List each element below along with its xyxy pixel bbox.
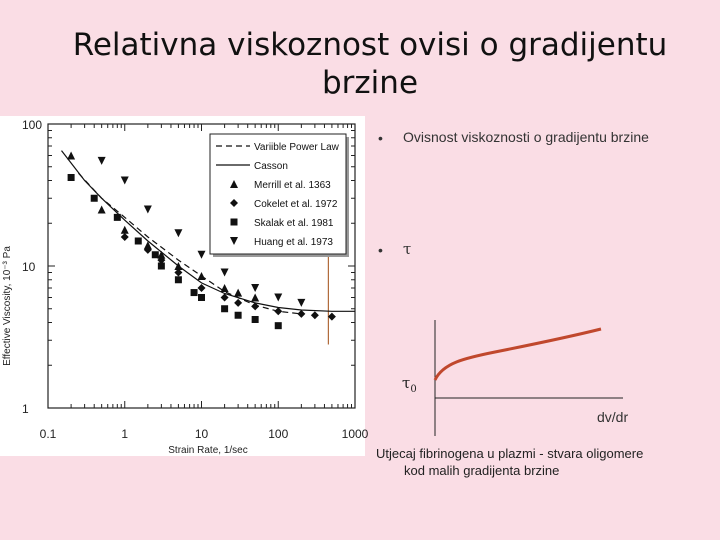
data-point-square [114, 214, 121, 221]
x-tick-label: 0.1 [39, 427, 57, 441]
data-point-triangle-up [98, 205, 106, 213]
data-point-triangle-down [121, 177, 129, 185]
data-point-triangle-up [67, 152, 75, 160]
tau0-label [402, 374, 417, 395]
data-point-diamond [234, 299, 242, 307]
legend-label: Variible Power Law [254, 142, 339, 153]
data-point-square [191, 289, 198, 296]
fibrinogen-note [376, 445, 696, 479]
data-point-triangle-up [121, 226, 129, 234]
note-line-2: kod malih gradijenta brzine [404, 463, 560, 478]
data-point-diamond [297, 310, 305, 318]
data-point-diamond [311, 311, 319, 319]
data-point-triangle-down [98, 157, 106, 165]
data-point-diamond [121, 233, 129, 241]
data-point-triangle-down [221, 268, 229, 276]
data-point-triangle-down [198, 251, 206, 259]
y-tick-label: 100 [22, 118, 43, 132]
legend-label: Casson [254, 161, 288, 172]
data-point-triangle-up [198, 272, 206, 280]
legend-label: Huang et al. 1973 [254, 237, 333, 248]
bullet-marker: • [378, 130, 383, 146]
viscosity-chart-panel [0, 116, 369, 456]
flow-curve [435, 329, 601, 380]
bullet-text: Ovisnost viskoznosti o gradijentu brzine [403, 129, 649, 145]
x-tick-label: 1000 [341, 427, 369, 441]
data-point-square [158, 263, 165, 270]
legend-label: Merrill et al. 1363 [254, 180, 331, 191]
y-tick-label: 1 [22, 402, 29, 416]
data-point-square [221, 305, 228, 312]
x-tick-label: 10 [194, 427, 209, 441]
data-point-square [91, 195, 98, 202]
x-axis-label: Strain Rate, 1/sec [168, 445, 248, 456]
sketch-x-label: dv/dr [597, 409, 629, 425]
data-point-square [175, 276, 182, 283]
bullet-tau: τ [403, 240, 412, 258]
data-point-square [135, 237, 142, 244]
x-tick-label: 1 [121, 427, 129, 441]
note-line-1: Utjecaj fibrinogena u plazmi - stvara oligomere [376, 446, 644, 461]
data-point-triangle-up [234, 289, 242, 297]
bullet-marker: • [378, 242, 383, 258]
data-point-triangle-up [221, 284, 229, 292]
data-point-diamond [274, 307, 282, 315]
data-point-triangle-down [274, 294, 282, 302]
y-tick-label: 10 [22, 260, 36, 274]
data-point-triangle-down [251, 284, 259, 292]
legend-marker [231, 219, 238, 226]
flow-curve-sketch [395, 318, 625, 438]
data-point-square [252, 316, 259, 323]
viscosity-chart [0, 116, 369, 456]
data-point-diamond [328, 313, 336, 321]
data-point-square [235, 312, 242, 319]
data-point-square [275, 322, 282, 329]
tau0-subscript: 0 [410, 384, 417, 395]
data-point-square [68, 174, 75, 181]
data-point-triangle-down [297, 299, 305, 307]
data-point-square [152, 251, 159, 258]
tau0-symbol: τ [402, 374, 411, 392]
data-point-diamond [198, 284, 206, 292]
data-point-square [198, 294, 205, 301]
x-tick-label: 100 [268, 427, 289, 441]
y-axis-label: Effective Viscosity, 10⁻³ Pa [2, 246, 13, 366]
slide-title: Relativna viskoznost ovisi o gradijentu brzine [72, 27, 668, 101]
legend-label: Skalak et al. 1981 [254, 218, 334, 229]
data-point-triangle-down [144, 205, 152, 213]
legend-label: Cokelet et al. 1972 [254, 199, 338, 210]
data-point-triangle-up [251, 294, 259, 302]
data-point-triangle-down [174, 229, 182, 237]
